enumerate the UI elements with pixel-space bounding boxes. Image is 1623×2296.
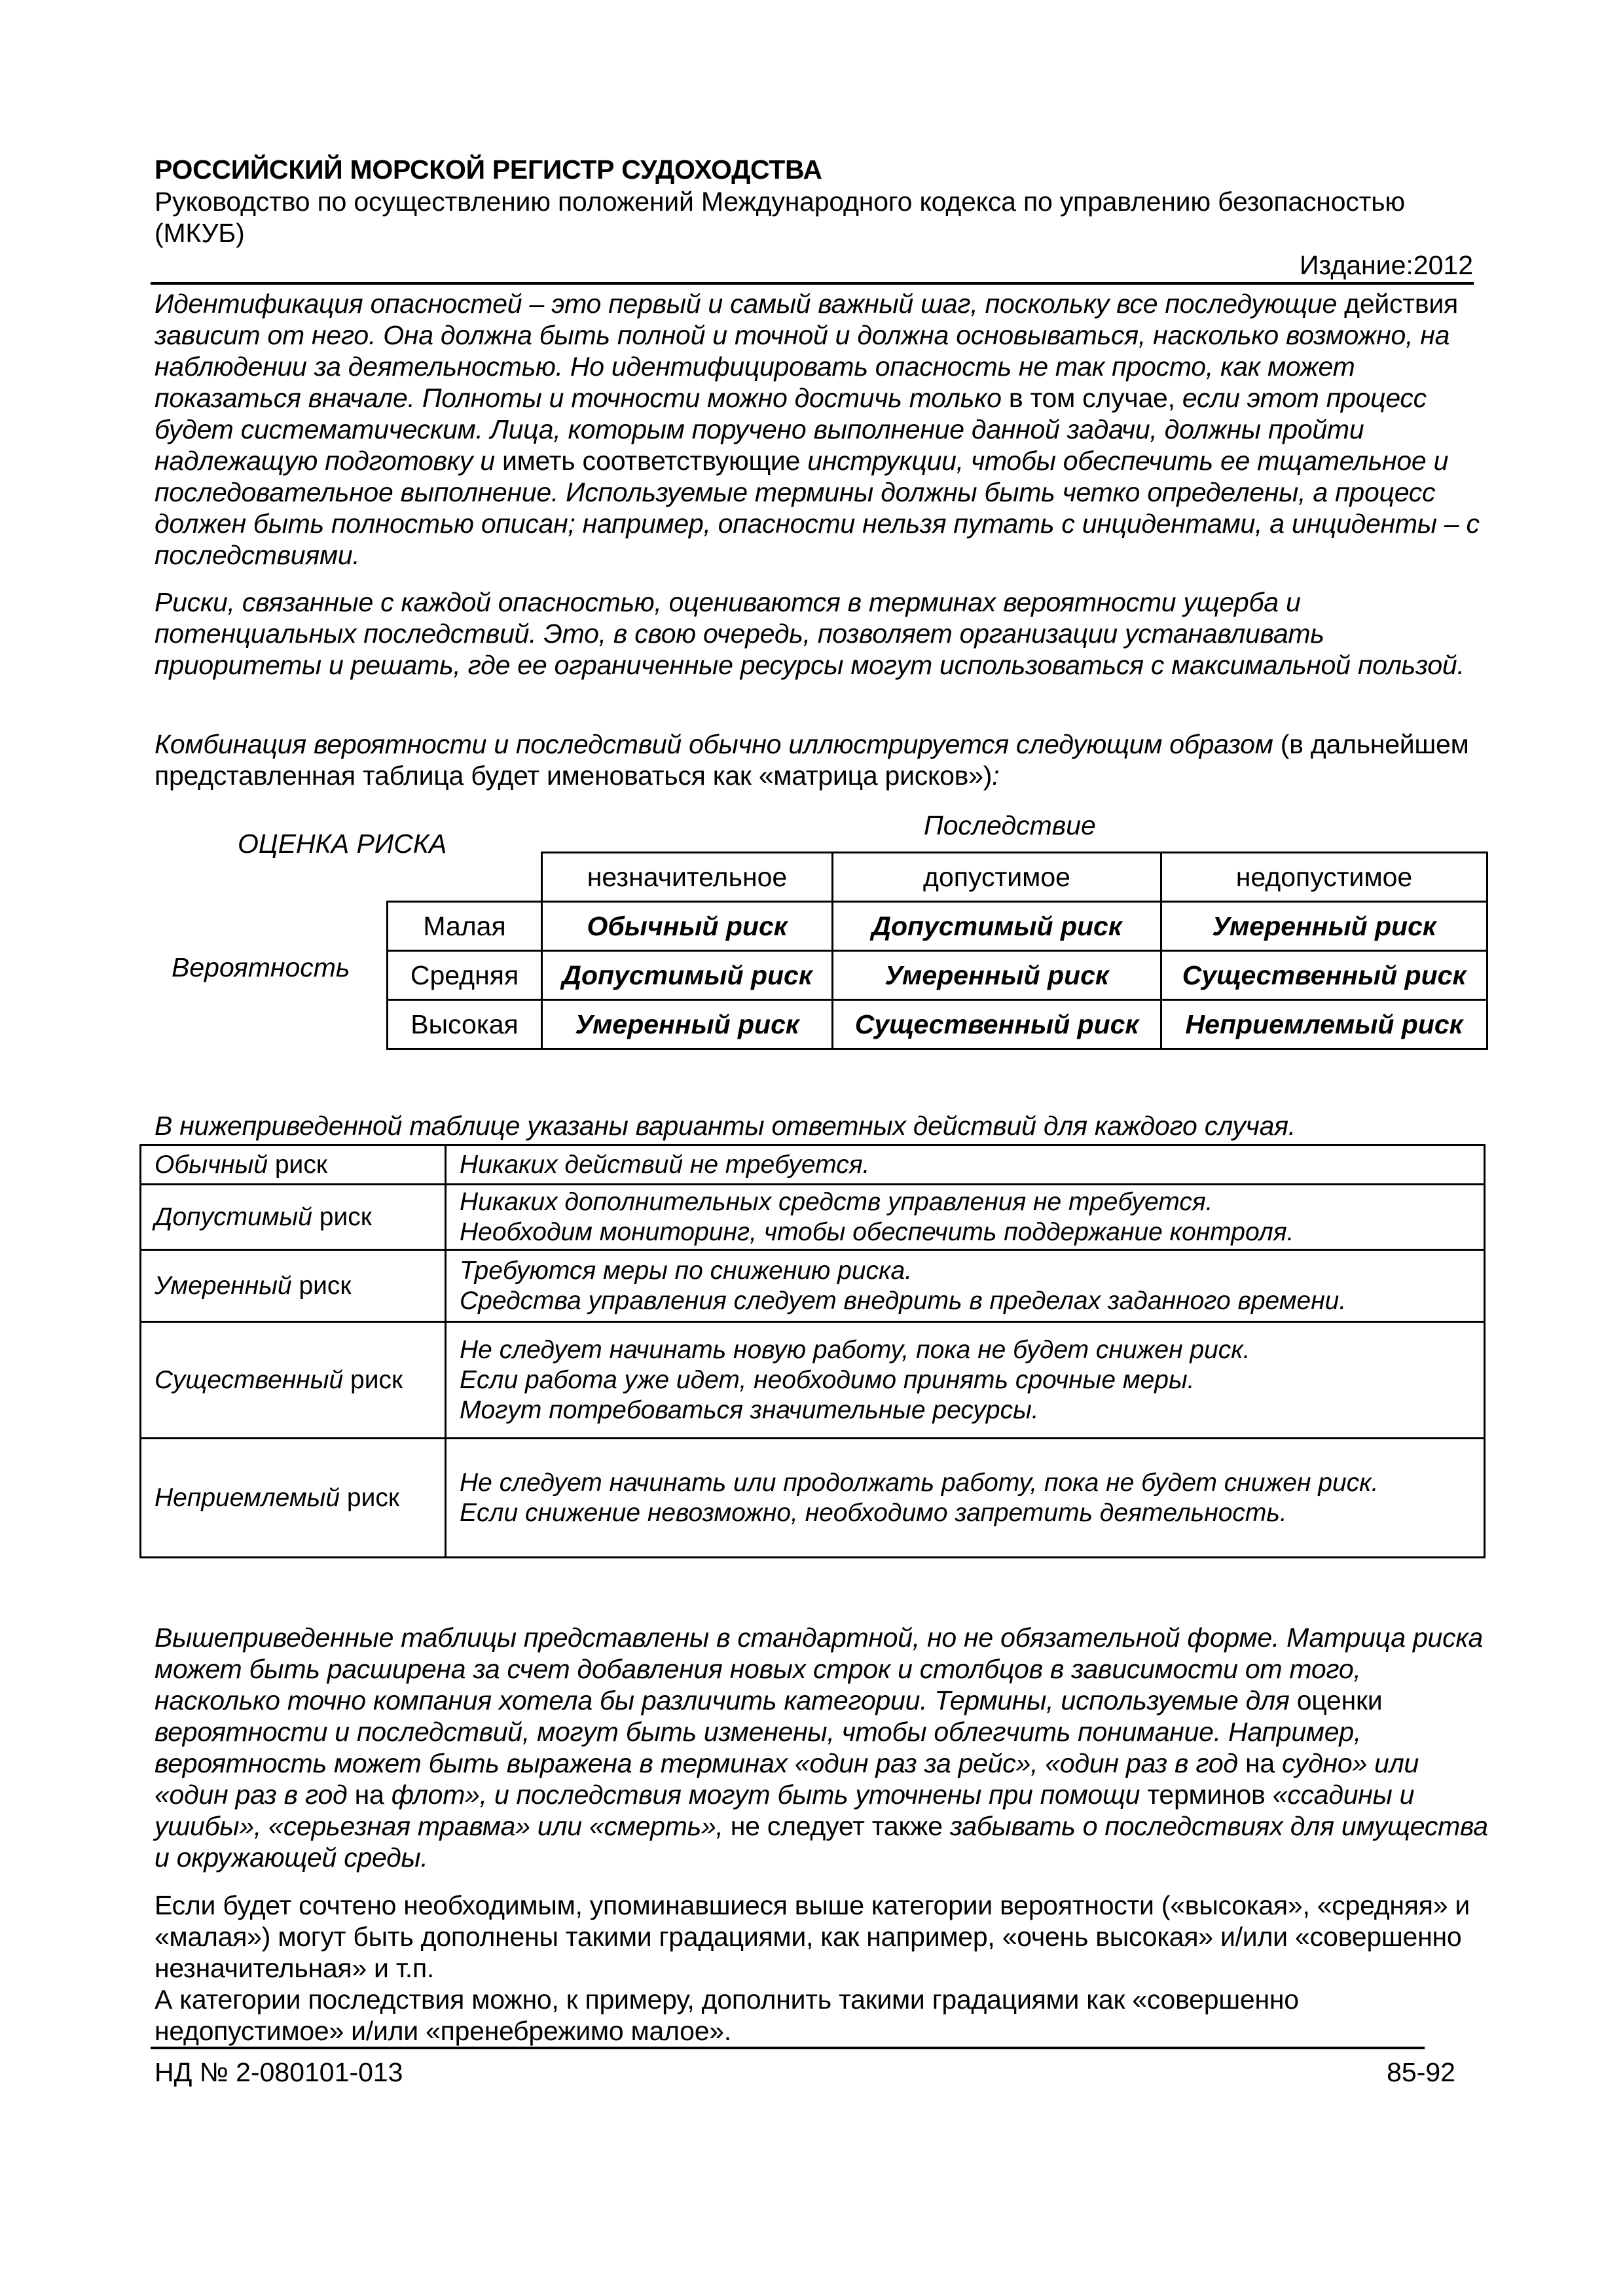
risk-level-suffix: риск: [268, 1150, 327, 1179]
table-row: [141, 1439, 1485, 1558]
risk-matrix-title: ОЦЕНКА РИСКА: [238, 829, 447, 859]
probability-axis-label: Вероятность: [172, 952, 350, 982]
document-number: НД № 2-080101-013: [155, 2057, 403, 2087]
required-actions-cell: [446, 1145, 1485, 1185]
text-run: оценки: [1296, 1685, 1383, 1715]
text-run: «ссадины и ушибы», «серьезная травма» или «смерть»,: [155, 1780, 1415, 1841]
text-run: Вышеприведенные таблицы представлены в стандартной, но не обязательной форме. Матрица риска может быть расширена за счет добавления новых строк и столбцов в зависимости от того, насколько точно компания хотела бы различить категории. Термины, используемые для: [155, 1623, 1483, 1715]
text-run: инструкции, чтобы обеспечить ее тщательное и последовательное выполнение. Используемые термины должны быть четко определены, а процесс должен быть полностью описан; например, опасности нельзя путать с инцидентами, а инциденты – с последствиями.: [155, 446, 1480, 570]
text-run: в том случае,: [1008, 383, 1182, 413]
risk-level-cell: [141, 1250, 446, 1322]
risk-level-suffix: риск: [340, 1483, 399, 1512]
matrix-column-header: недопустимое: [1160, 852, 1488, 903]
table-row: [141, 1250, 1485, 1322]
footer-divider: [151, 2047, 1425, 2049]
action-line: Если работа уже идет, необходимо принять срочные меры.: [460, 1365, 1195, 1394]
risk-level-name: Допустимый: [155, 1202, 312, 1231]
required-actions-cell: [446, 1439, 1485, 1558]
table-row: [141, 1145, 1485, 1185]
paragraph-tables-note: [155, 1622, 1490, 1873]
text-run: вероятности и последствий, могут быть изменены, чтобы облегчить понимание. Например, вероятность может быть выражена в терминах «один раз за рейс», «один раз в год: [155, 1717, 1361, 1778]
text-run: Риски, связанные с каждой опасностью, оцениваются в терминах вероятности ущерба и потенциальных последствий. Это, в свою очередь, позволяет организации устанавливать приоритеты и решать, где ее ограниченные ресурсы могут использоваться с максимальной пользой.: [155, 587, 1465, 680]
action-line: Не следует начинать новую работу, пока не будет снижен риск.: [460, 1335, 1250, 1364]
text-run: терминов: [1147, 1780, 1273, 1810]
text-run: действия: [1344, 289, 1458, 319]
response-actions-table: [139, 1144, 1486, 1558]
text-run: флот», и последствия могут быть уточнены при помощи: [391, 1780, 1148, 1810]
matrix-row-header: Средняя: [386, 950, 543, 1001]
matrix-risk-cell: Существенный риск: [1160, 950, 1488, 1001]
matrix-risk-cell: Допустимый риск: [831, 901, 1162, 952]
risk-level-cell: [141, 1185, 446, 1250]
text-run: не следует также: [730, 1811, 950, 1841]
text-run: А категории последствия можно, к примеру, дополнить такими градациями как «совершенно недопустимое» и/или «пренебрежимо малое».: [155, 1984, 1299, 2046]
matrix-row-header: Высокая: [386, 999, 543, 1050]
risk-level-suffix: риск: [291, 1271, 352, 1300]
risk-level-suffix: риск: [343, 1365, 403, 1394]
matrix-risk-cell: Обычный риск: [541, 901, 833, 952]
text-run: на: [1245, 1748, 1283, 1778]
text-run: (в дальнейшем представленная таблица будет именоваться как «матрица рисков»): [155, 729, 1469, 791]
matrix-risk-cell: Умеренный риск: [1160, 901, 1488, 952]
text-run: на: [354, 1780, 392, 1810]
action-line: Могут потребоваться значительные ресурсы.: [460, 1395, 1039, 1424]
table-row: [141, 1185, 1485, 1250]
paragraph-hazard-identification: [155, 288, 1490, 571]
paragraph-gradations: [155, 1890, 1490, 2047]
risk-level-name: Обычный: [155, 1150, 268, 1179]
paragraph-risk-assessment: [155, 586, 1490, 681]
document-title: Руководство по осуществлению положений Международного кодекса по управлению безопасностью (МКУБ): [155, 187, 1405, 248]
matrix-row-header: Малая: [386, 901, 543, 952]
action-line: Средства управления следует внедрить в пределах заданного времени.: [460, 1286, 1347, 1315]
page-number: 85-92: [1387, 2057, 1455, 2087]
matrix-column-header: незначительное: [541, 852, 833, 903]
matrix-risk-cell: Допустимый риск: [541, 950, 833, 1001]
text-run: зависит от него. Она должна быть полной и точной и должна основываться, насколько возможно, на наблюдении за деятельностью. Но идентифицировать опасность не так просто, как может показаться вначале. Полноты и точности можно достичь только: [155, 320, 1450, 413]
action-line: Требуются меры по снижению риска.: [460, 1256, 912, 1285]
required-actions-cell: [446, 1185, 1485, 1250]
text-run: иметь соответствующие: [501, 446, 808, 476]
paragraph-matrix-intro: [155, 728, 1490, 791]
risk-level-name: Существенный: [155, 1365, 344, 1394]
risk-level-cell: [141, 1439, 446, 1558]
action-line: Если снижение невозможно, необходимо запретить деятельность.: [460, 1498, 1287, 1527]
risk-level-name: Умеренный: [155, 1271, 292, 1300]
text-run: Комбинация вероятности и последствий обычно иллюстрируется следующим образом: [155, 729, 1281, 759]
text-run: В нижеприведенной таблице указаны варианты ответных действий для каждого случая.: [155, 1111, 1296, 1141]
required-actions-cell: [446, 1322, 1485, 1439]
matrix-risk-cell: Неприемлемый риск: [1160, 999, 1488, 1050]
matrix-column-header: допустимое: [831, 852, 1162, 903]
text-run: :: [992, 761, 1000, 791]
header-divider: [151, 282, 1474, 285]
required-actions-cell: [446, 1250, 1485, 1322]
edition-label: Издание:2012: [1299, 250, 1473, 280]
text-run: Если будет сочтено необходимым, упоминавшиеся выше категории вероятности («высокая», «средняя» и «малая») могут быть дополнены такими градациями, как например, «очень высокая» и/или «совершенно незначительная» и т.п.: [155, 1890, 1470, 1983]
text-run: если этот процесс будет систематическим. Лица, которым поручено выполнение данной задачи, должны пройти надлежащую подготовку и: [155, 383, 1427, 476]
action-line: Никаких дополнительных средств управления не требуется.: [460, 1187, 1213, 1216]
organization-title: РОССИЙСКИЙ МОРСКОЙ РЕГИСТР СУДОХОДСТВА: [155, 154, 822, 185]
risk-level-cell: [141, 1145, 446, 1185]
text-run: забывать о последствиях для имущества и окружающей среды.: [155, 1811, 1488, 1873]
action-line: Не следует начинать или продолжать работу, пока не будет снижен риск.: [460, 1468, 1379, 1497]
risk-level-cell: [141, 1322, 446, 1439]
action-line: Необходим мониторинг, чтобы обеспечить поддержание контроля.: [460, 1217, 1294, 1246]
risk-level-name: Неприемлемый: [155, 1483, 340, 1512]
matrix-risk-cell: Существенный риск: [831, 999, 1162, 1050]
text-run: Идентификация опасностей – это первый и самый важный шаг, поскольку все последующие: [155, 289, 1345, 319]
matrix-risk-cell: Умеренный риск: [541, 999, 833, 1050]
matrix-risk-cell: Умеренный риск: [831, 950, 1162, 1001]
action-line: Никаких действий не требуется.: [460, 1150, 870, 1179]
consequence-axis-label: Последствие: [924, 810, 1096, 840]
risk-level-suffix: риск: [312, 1202, 372, 1231]
text-run: судно» или «один раз в год: [155, 1748, 1419, 1810]
paragraph-response-intro: [155, 1110, 1490, 1141]
table-row: [141, 1322, 1485, 1439]
